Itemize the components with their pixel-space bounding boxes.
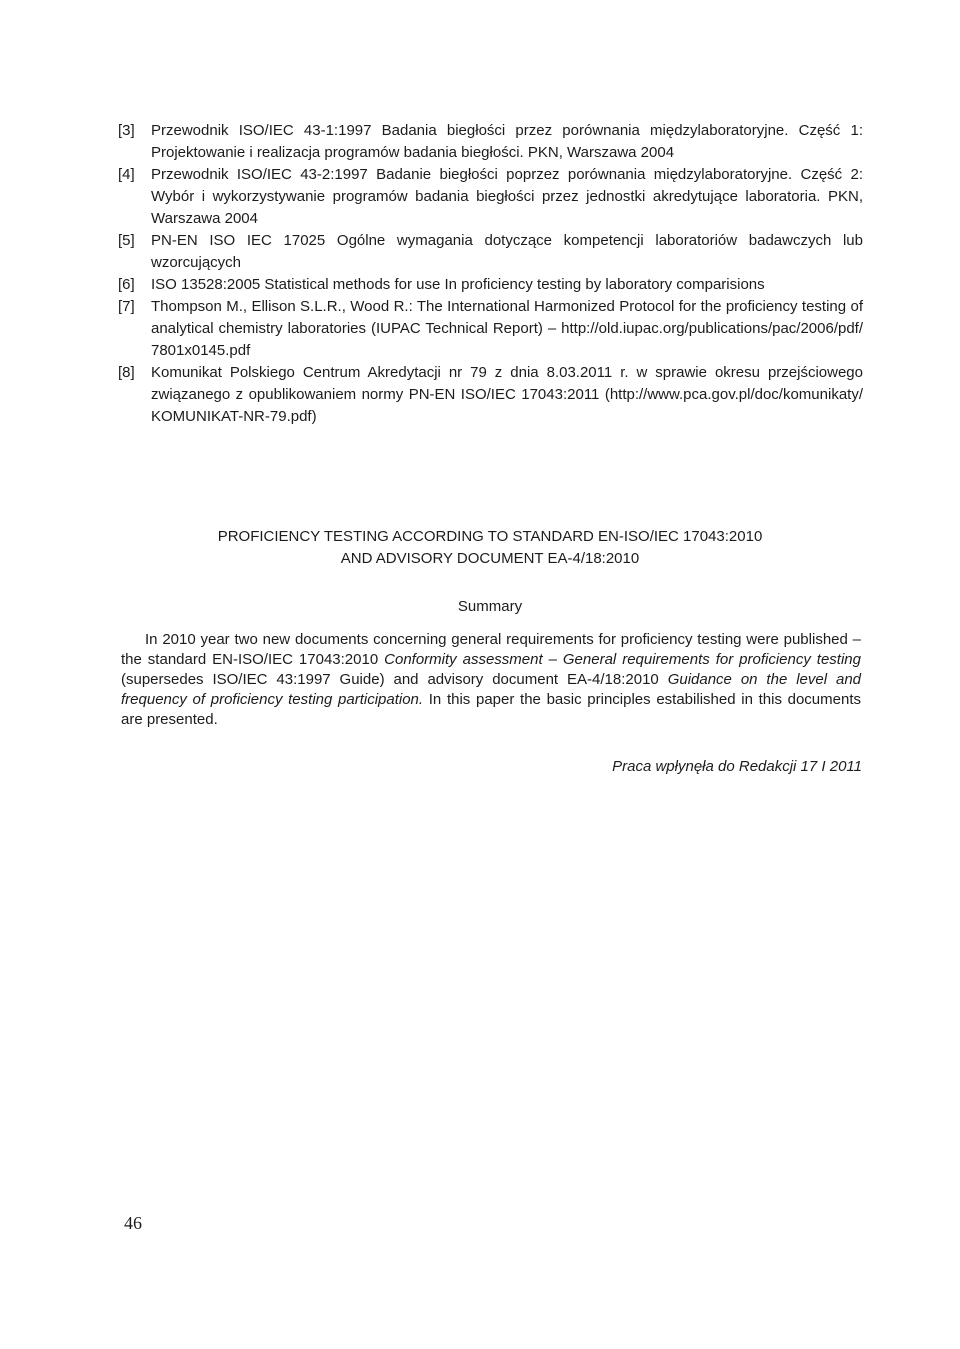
reference-number: [5] bbox=[118, 232, 135, 249]
summary-body bbox=[121, 630, 861, 730]
reference-text bbox=[151, 362, 863, 428]
summary-text-part3: In this paper the basic principles estabilished in this documents are presented. bbox=[121, 691, 861, 728]
reference-text-main: Thompson M., Ellison S.L.R., Wood R.: The International Harmonized Protocol for the proficiency testing of analytical chemistry laboratories (IUPAC Technical Report) – bbox=[151, 298, 863, 337]
reference-item bbox=[118, 120, 863, 164]
reference-number: [3] bbox=[118, 122, 135, 139]
reference-text bbox=[151, 296, 863, 362]
reference-item bbox=[118, 164, 863, 230]
english-title-line2: AND ADVISORY DOCUMENT EA-4/18:2010 bbox=[340, 550, 640, 567]
page-number: 46 bbox=[124, 1213, 142, 1233]
reference-text: PN-EN ISO IEC 17025 Ogólne wymagania dotyczące kompetencji laboratoriów badawczych lub wzorcujących bbox=[151, 232, 863, 271]
received-date-note: Praca wpłynęła do Redakcji 17 I 2011 bbox=[612, 758, 862, 775]
reference-text: Przewodnik ISO/IEC 43-2:1997 Badanie biegłości poprzez porównania międzylaboratoryjne. Część 2: Wybór i wykorzystywanie programów badania biegłości przez jednostki akredytujące laboratoria. PKN, Warszawa 2004 bbox=[151, 166, 863, 227]
english-title-line1: PROFICIENCY TESTING ACCORDING TO STANDARD EN-ISO/IEC 17043:2010 bbox=[217, 528, 763, 545]
reference-number: [8] bbox=[118, 364, 135, 381]
reference-item bbox=[118, 230, 863, 274]
summary-italic-title1: Conformity assessment – General requirements for proficiency testing bbox=[384, 651, 861, 668]
summary-italic-title2: Guidance on the level and frequency of proficiency testing participation. bbox=[121, 671, 862, 708]
reference-url: (http://www.pca.gov.pl/doc/komunikaty/KOMUNIKAT-NR-79.pdf) bbox=[151, 386, 863, 425]
reference-number: [6] bbox=[118, 276, 135, 293]
reference-item bbox=[118, 362, 863, 428]
reference-item bbox=[118, 296, 863, 362]
summary-heading: Summary bbox=[457, 598, 523, 615]
reference-text-main: Komunikat Polskiego Centrum Akredytacji nr 79 z dnia 8.03.2011 r. w sprawie okresu przejściowego związanego z opublikowaniem normy PN-EN ISO/IEC 17043:2011 bbox=[151, 364, 863, 403]
summary-text-part2: (supersedes ISO/IEC 43:1997 Guide) and advisory document EA-4/18:2010 bbox=[121, 671, 668, 688]
reference-number: [4] bbox=[118, 166, 135, 183]
reference-item bbox=[118, 274, 863, 296]
english-title bbox=[100, 526, 880, 570]
summary-text-part1: In 2010 year two new documents concerning general requirements for proficiency testing were published – the standard EN-ISO/IEC 17043:2010 bbox=[121, 631, 861, 668]
reference-text: Przewodnik ISO/IEC 43-1:1997 Badania biegłości przez porównania międzylaboratoryjne. Część 1: Projektowanie i realizacja programów badania biegłości. PKN, Warszawa 2004 bbox=[151, 122, 863, 161]
reference-text: ISO 13528:2005 Statistical methods for use In proficiency testing by laboratory comparisions bbox=[151, 276, 765, 293]
reference-number: [7] bbox=[118, 298, 135, 315]
references-list bbox=[118, 120, 863, 428]
reference-url: http://old.iupac.org/publications/pac/2006/pdf/7801x0145.pdf bbox=[151, 320, 864, 359]
